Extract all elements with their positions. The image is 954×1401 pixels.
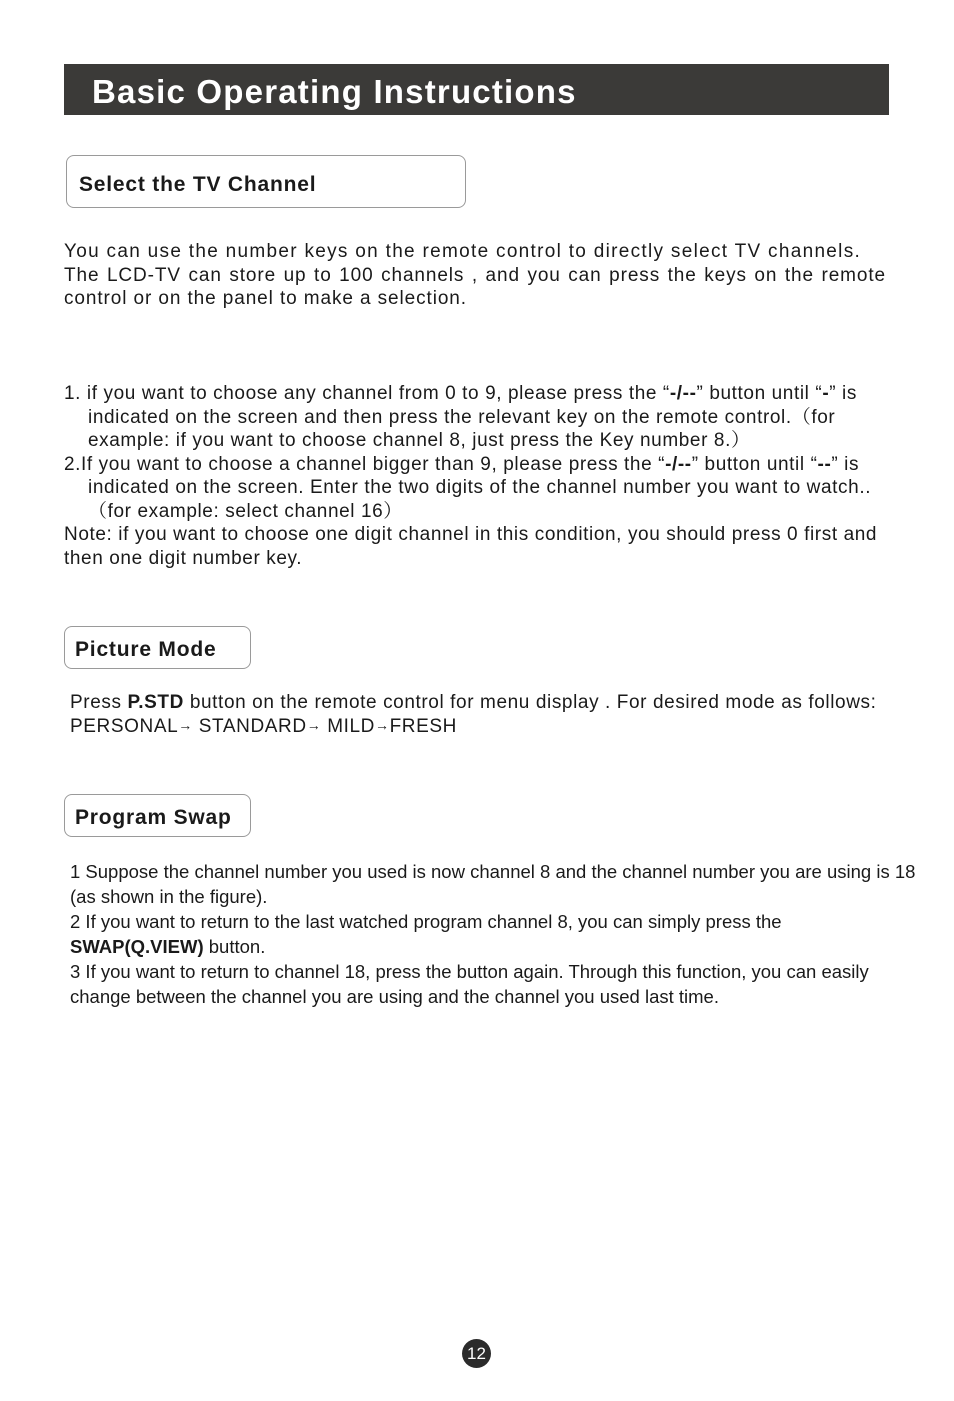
arrow-right-icon: →: [178, 716, 193, 733]
arrow-right-icon: →: [306, 716, 322, 733]
picture-mode-text: [70, 691, 896, 739]
dash-key-label: -/--: [669, 383, 697, 404]
section-title-picture-mode-label: Picture Mode: [75, 638, 217, 661]
mode-standard: STANDARD: [198, 715, 307, 737]
step-1: 1. if you want to choose any channel from 0 to 9, please press the “-/--” button until “-” is indicated on the screen and then press the relevant key on the remote control.（for example: if you want to choose channel 8, just press the Key number 8.）: [64, 383, 857, 451]
mode-mild: MILD: [327, 715, 375, 737]
section-title-select-channel-label: Select the TV Channel: [79, 173, 317, 196]
dash-key-label: -/--: [665, 453, 692, 475]
mode-personal: PERSONAL: [70, 715, 179, 737]
intro-paragraph-1: You can use the number keys on the remote control to directly select TV channels.: [64, 241, 862, 262]
section-title-picture-mode: [64, 626, 251, 669]
picture-mode-sequence: [70, 715, 896, 740]
page-header: [64, 64, 889, 115]
select-channel-steps: [64, 382, 894, 570]
page-title: Basic Operating Instructions: [92, 73, 577, 110]
mode-fresh: FRESH: [389, 715, 457, 737]
dash-indicator: -: [822, 383, 830, 404]
note: Note: if you want to choose one digit channel in this condition, you should press 0 first and then one digit number key.: [64, 524, 878, 569]
intro-paragraph-2: The LCD-TV can store up to 100 channels , and you can press the keys on the remote control or on the panel to make a selection.: [64, 264, 886, 309]
swap-key-label: SWAP(Q.VIEW): [70, 936, 204, 957]
swap-item-1: 1 Suppose the channel number you used is now channel 8 and the channel number you are using is 18 (as shown in the figure).: [70, 861, 916, 907]
select-channel-intro: [64, 240, 886, 311]
swap-item-3: 3 If you want to return to channel 18, press the button again. Through this function, you can easily change between the channel you are using and the channel you used last time.: [70, 961, 869, 1007]
section-title-program-swap: [64, 794, 251, 837]
pstd-key-label: P.STD: [127, 692, 184, 713]
section-title-select-channel: [66, 155, 466, 208]
program-swap-text: [70, 859, 916, 1009]
double-dash-indicator: --: [817, 453, 832, 475]
section-title-program-swap-label: Program Swap: [75, 806, 232, 829]
step-2: 2.If you want to choose a channel bigger than 9, please press the “-/--” button until “--” is indicated on the screen. Enter the two digits of the channel number you want to watch..（for example: select channel 16）: [64, 453, 872, 522]
swap-item-2: 2 If you want to return to the last watched program channel 8, you can simply press the SWAP(Q.VIEW) button.: [70, 911, 782, 957]
picture-mode-description: Press P.STD button on the remote control for menu display . For desired mode as follows:: [70, 692, 877, 713]
page-number: 12: [462, 1339, 491, 1368]
arrow-right-icon: →: [374, 716, 390, 733]
